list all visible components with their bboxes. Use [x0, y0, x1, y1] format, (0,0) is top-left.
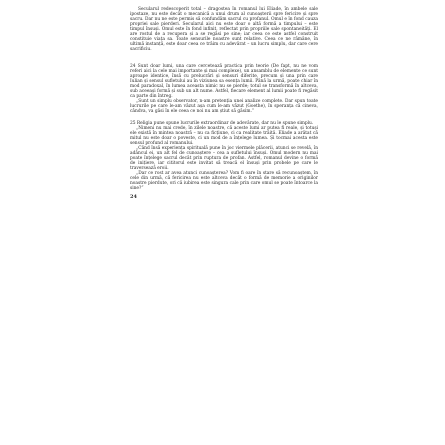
intro-paragraph: Secularul redescoperit total – dragostea în romanul lui Eliade, în ambele sale ipostaze, nu este decât o mecanică a unui drum al cunoașterii spre fericire și spre sacru. Dar nu ne este permis să confundăm sacrul cu profanul. Omul e în fond cauza propriei sale pierderi. Secularul aici nu este doar o altă formă a timpului – este timpul însuși. Omul este în fond infinit, reflectat prin propriile sale spontaneități. El are rostul de a recupera și a se regăsi pe sine; iar ceea ce este astfel construit constituie viața sa. Toate sensurile noastre sunt relative. Ceea ce ne rămâne, în ultimă instanță, este doar ceea ce trăim cu adevărat – un lucru simplu, dar care cere sacrificiu. — [130, 7, 318, 52]
footnote-25: 25 Religia pune spune lucrurile extraordinar de adevărate, dar nu le spune simplu. — [130, 121, 314, 126]
footnote-24-quote: „Sunt un simplu observator, n-am pretenția unei analize complete. Dar spun toate lucrurile pe care le-am văzut așa cum le-am văzut (Goethe), în speranța că cineva, cândva, va găsi în ele ceea ce noi nu am știut să găsim.” — [130, 99, 318, 114]
section-gap — [130, 114, 318, 121]
book-page — [130, 7, 318, 200]
page-number: 24 — [130, 194, 137, 200]
footnote-24: 24 Sunt doar lumi, una care cercetează practica prin teorie (De fapt, nu ne vom referi aici la cele mai importante și mai complexe), un ansamblu de elemente ce sunt aproape identice, însă cu prelucrări și sensuri diferite, precum și una prin care Iulian și sensul sufletului au în viziunea sa esența lumii. Până la urmă, poate chiar în mod paradoxal, în lumea aceasta nimic nu se pierde; totul se transformă în altceva, sub aceeași formă și sub un alt nume. Astfel, fiecare element al lumii poate fi regăsit ca parte din întreg. — [130, 64, 318, 99]
footnote-25-paragraph-1: „Nimeni nu mai crede, în zilele noastre, că aceste lumi ar putea fi reale, și totuși ele există în mintea noastră – nu ca ficțiune, ci ca realitate trăită. Eliade a arătat că mitul nu este doar o poveste, ci un mod de a înțelege lumea. Și tocmai acesta este sensul profund al romanului. — [130, 126, 318, 146]
section-gap — [130, 52, 318, 64]
footnote-25-paragraph-2: „Când însă experiența spirituală pune în joc viermele plăcerii, atunci se revelă, în adâncul ei, un alt fel de cunoaștere – cea a sufletului însuși. Omul modern nu mai poate înțelege sacrul decât prin ruptura de profan. Astfel, romanul devine o formă de inițiere, iar cititorul este invitat să treacă el însuși prin probele pe care le traversează eroii. — [130, 146, 318, 171]
footnote-25-paragraph-3: „Dar ce rost ar avea atunci cunoașterea? Vom fi oare în stare să recunoaștem, în cele din urmă, că fericirea nu este altceva decât o formă de memorie a originilor noastre pierdute, ori că iubirea este singura cale prin care omul se poate întoarce la sine?” — [130, 171, 318, 191]
